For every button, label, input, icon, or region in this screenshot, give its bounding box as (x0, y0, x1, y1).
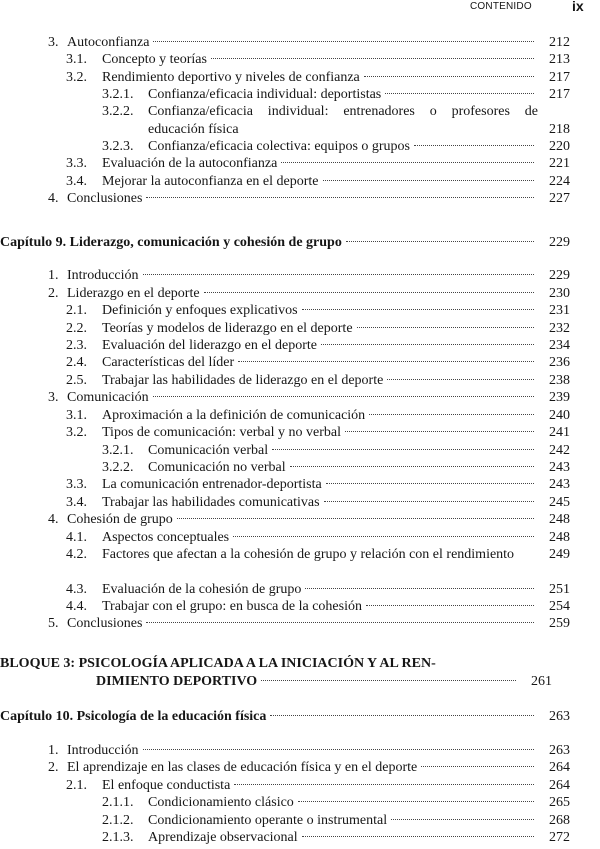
toc-entry-title: Características del líder (102, 355, 235, 370)
toc-entry-page: 221 (549, 156, 570, 171)
toc-entry[interactable] (66, 337, 570, 355)
dot-leader (302, 309, 534, 310)
toc-entry-page: 240 (549, 408, 570, 423)
dot-leader (346, 241, 534, 242)
dot-leader (204, 292, 534, 293)
toc-entry[interactable] (102, 459, 570, 477)
toc-entry[interactable] (66, 173, 570, 191)
toc-chapter-heading[interactable] (0, 708, 570, 726)
toc-entry-title: Autoconfianza (67, 35, 150, 50)
toc-entry-title: Confianza/eficacia individual: entrenadores o profesores de educación física (148, 104, 538, 137)
running-header-page-number: ix (572, 0, 584, 14)
toc-entry-page: 242 (549, 443, 570, 458)
toc-entry-title: El aprendizaje en las clases de educación física y en el deporte (67, 760, 418, 775)
toc-entry-number: 3.2. (66, 70, 87, 85)
toc-entry-title: Teorías y modelos de liderazgo en el deporte (102, 321, 353, 336)
toc-entry-title (0, 655, 520, 691)
toc-entry[interactable] (66, 354, 570, 372)
toc-entry-title: Capítulo 10. Psicología de la educación física (0, 709, 267, 724)
dot-leader (421, 766, 534, 767)
toc-entry-page: 234 (549, 338, 570, 353)
dot-leader (233, 536, 534, 537)
toc-entry-title: Tipos de comunicación: verbal y no verbal (102, 425, 341, 440)
dot-leader (364, 76, 534, 77)
toc-entry-number: 3.2. (66, 425, 87, 440)
toc-entry-title: Confianza/eficacia colectiva: equipos o grupos (148, 139, 411, 154)
toc-entry[interactable] (66, 546, 570, 564)
toc-entry-page: 263 (549, 709, 570, 724)
dot-leader (290, 466, 534, 467)
toc-entry[interactable] (66, 320, 570, 338)
dot-leader (345, 431, 534, 432)
toc-entry-title: Liderazgo en el deporte (67, 286, 200, 301)
toc-entry-number: 3.3. (66, 156, 87, 171)
dot-leader (270, 715, 534, 716)
toc-entry-title: Definición y enfoques explicativos (102, 303, 298, 318)
toc-entry[interactable] (66, 424, 570, 442)
toc-entry-number: 3.1. (66, 408, 87, 423)
dot-leader (146, 197, 534, 198)
toc-entry-title: Evaluación de la cohesión de grupo (102, 582, 302, 597)
toc-entry-number: 2. (48, 286, 59, 301)
toc-entry[interactable] (66, 51, 570, 69)
toc-entry[interactable] (66, 407, 570, 425)
toc-entry-page: 264 (549, 778, 570, 793)
toc-entry[interactable] (66, 494, 570, 512)
dot-leader (366, 605, 534, 606)
toc-entry-number: 3.2.2. (102, 460, 134, 475)
dot-leader (153, 396, 534, 397)
toc-entry-number: 3. (48, 35, 59, 50)
toc-entry-title: Comunicación verbal (148, 443, 269, 458)
toc-entry-page: 232 (549, 321, 570, 336)
toc-entry-title: Condicionamiento clásico (148, 795, 294, 810)
toc-entry-number: 3.3. (66, 477, 87, 492)
toc-entry-title: Evaluación de la autoconfianza (102, 156, 278, 171)
toc-entry-page: 259 (549, 616, 570, 631)
toc-entry-title: Trabajar las habilidades de liderazgo en el deporte (102, 373, 384, 388)
toc-entry-title: Rendimiento deportivo y niveles de confianza (102, 70, 360, 85)
toc-entry[interactable] (66, 476, 570, 494)
toc-entry-number: 1. (48, 743, 59, 758)
dot-leader (234, 784, 534, 785)
dot-leader (324, 501, 534, 502)
toc-entry-title: Aprendizaje observacional (148, 830, 298, 845)
toc-entry-title: Mejorar la autoconfianza en el deporte (102, 174, 319, 189)
toc-part-heading[interactable] (0, 655, 570, 691)
running-header-section: CONTENIDO (470, 1, 532, 12)
toc-entry[interactable] (66, 302, 570, 320)
toc-chapter-heading[interactable] (0, 234, 570, 252)
toc-entry-number: 4.3. (66, 582, 87, 597)
toc-entry[interactable] (102, 829, 570, 847)
toc-entry-page: 261 (531, 674, 552, 689)
toc-part-title-line2: DIMIENTO DEPORTIVO (96, 674, 258, 689)
toc-entry-title: Conclusiones (67, 191, 143, 206)
toc-entry-number: 2.1. (66, 303, 87, 318)
dot-leader (146, 622, 534, 623)
dot-leader (272, 449, 534, 450)
toc-entry-title: Confianza/eficacia individual: deportistas (148, 87, 382, 102)
toc-entry[interactable] (102, 86, 570, 104)
toc-entry-page: 248 (549, 530, 570, 545)
toc-entry-page: 251 (549, 582, 570, 597)
dot-leader (326, 483, 534, 484)
toc-entry-number: 3. (48, 390, 59, 405)
toc-entry-title: Trabajar las habilidades comunicativas (102, 495, 320, 510)
toc-entry-number: 1. (48, 268, 59, 283)
dot-leader (298, 801, 534, 802)
toc-entry-number: 3.1. (66, 52, 87, 67)
toc-entry[interactable] (66, 69, 570, 87)
toc-entry-number: 3.2.2. (102, 104, 134, 119)
toc-entry-title: Comunicación no verbal (148, 460, 286, 475)
toc-entry-title: Aspectos conceptuales (102, 530, 230, 545)
toc-entry-page: 265 (549, 795, 570, 810)
toc-entry-number: 2.5. (66, 373, 87, 388)
toc-entry-number: 3.2.3. (102, 139, 134, 154)
toc-entry-title: La comunicación entrenador-deportista (102, 477, 322, 492)
toc-entry[interactable] (102, 103, 570, 139)
dot-leader (143, 749, 534, 750)
toc-entry-number: 2.4. (66, 355, 87, 370)
toc-entry-page: 231 (549, 303, 570, 318)
dot-leader (143, 274, 534, 275)
toc-entry[interactable] (48, 267, 570, 285)
toc-entry-page: 212 (549, 35, 570, 50)
toc-entry-number: 4.2. (66, 547, 87, 562)
toc-entry-page: 229 (549, 235, 570, 250)
toc-entry-page: 264 (549, 760, 570, 775)
toc-entry-title: Comunicación (67, 390, 149, 405)
toc-entry[interactable] (48, 511, 570, 529)
toc-entry-number: 5. (48, 616, 59, 631)
dot-leader (302, 836, 534, 837)
toc-entry-page: 213 (549, 52, 570, 67)
toc-entry-title: Evaluación del liderazgo en el deporte (102, 338, 317, 353)
toc-entry-number: 3.4. (66, 174, 87, 189)
toc-entry-page: 268 (549, 813, 570, 828)
dot-leader (177, 518, 534, 519)
toc-entry-title: Factores que afectan a la cohesión de grupo y relación con el rendimiento (102, 547, 515, 562)
toc-entry-number: 2. (48, 760, 59, 775)
toc-entry-page: 236 (549, 355, 570, 370)
dot-leader (385, 93, 534, 94)
dot-leader (238, 361, 534, 362)
dot-leader (305, 588, 534, 589)
toc-entry[interactable] (102, 442, 570, 460)
toc-entry-page: 217 (549, 70, 570, 85)
toc-entry-page: 254 (549, 599, 570, 614)
toc-entry-title: Condicionamiento operante o instrumental (148, 813, 388, 828)
toc-entry[interactable] (102, 812, 570, 830)
toc-entry-page: 249 (549, 547, 570, 562)
dot-leader (369, 414, 534, 415)
toc-entry[interactable] (102, 138, 570, 156)
toc-entry-page: 217 (549, 87, 570, 102)
toc-entry-number: 2.1.1. (102, 795, 134, 810)
toc-entry-page: 218 (549, 122, 570, 137)
toc-entry-page: 241 (549, 425, 570, 440)
toc-entry[interactable] (66, 598, 570, 616)
toc-entry[interactable] (48, 34, 570, 52)
toc-entry[interactable] (102, 794, 570, 812)
toc-entry-number: 2.1.3. (102, 830, 134, 845)
toc-entry[interactable] (66, 155, 570, 173)
toc-entry-number: 3.2.1. (102, 87, 134, 102)
toc-entry[interactable] (66, 529, 570, 547)
toc-entry-number: 2.3. (66, 338, 87, 353)
dot-leader (153, 41, 534, 42)
toc-entry-page: 245 (549, 495, 570, 510)
toc-entry-page: 220 (549, 139, 570, 154)
toc-entry-title: Trabajar con el grupo: en busca de la cohesión (102, 599, 362, 614)
toc-entry-page: 272 (549, 830, 570, 845)
toc-entry-title: El enfoque conductista (102, 778, 231, 793)
toc-entry-title: Conclusiones (67, 616, 143, 631)
toc-entry-page: 229 (549, 268, 570, 283)
toc-entry-page: 243 (549, 460, 570, 475)
toc-entry-number: 4. (48, 191, 59, 206)
toc-entry-title: Cohesión de grupo (67, 512, 173, 527)
dot-leader (211, 58, 534, 59)
toc-entry-title: Introducción (67, 268, 139, 283)
dot-leader (261, 680, 516, 681)
toc-entry[interactable] (66, 777, 570, 795)
toc-entry-page: 248 (549, 512, 570, 527)
toc-entry-title: Concepto y teorías (102, 52, 207, 67)
dot-leader (357, 327, 534, 328)
toc-entry-page: 224 (549, 174, 570, 189)
dot-leader (387, 379, 534, 380)
toc-entry-number: 3.4. (66, 495, 87, 510)
toc-entry-number: 2.1.2. (102, 813, 134, 828)
toc-entry-title: Capítulo 9. Liderazgo, comunicación y cohesión de grupo (0, 235, 342, 250)
toc-entry-number: 4.1. (66, 530, 87, 545)
dot-leader (414, 145, 534, 146)
toc-entry-title: Aproximación a la definición de comunicación (102, 408, 366, 423)
toc-entry-page: 263 (549, 743, 570, 758)
dot-leader (323, 180, 534, 181)
toc-entry[interactable] (66, 581, 570, 599)
toc-entry-number: 2.2. (66, 321, 87, 336)
toc-entry[interactable] (48, 285, 570, 303)
toc-entry-number: 4. (48, 512, 59, 527)
dot-leader (321, 344, 534, 345)
toc-entry[interactable] (48, 389, 570, 407)
toc-entry-number: 3.2.1. (102, 443, 134, 458)
toc-entry-number: 2.1. (66, 778, 87, 793)
toc-entry[interactable] (48, 615, 570, 633)
toc-entry-page: 239 (549, 390, 570, 405)
toc-entry[interactable] (48, 759, 570, 777)
toc-entry-number: 4.4. (66, 599, 87, 614)
toc-entry[interactable] (48, 190, 570, 208)
toc-entry[interactable] (66, 372, 570, 390)
toc-entry[interactable] (48, 742, 570, 760)
toc-entry-page: 227 (549, 191, 570, 206)
toc-entry-page: 243 (549, 477, 570, 492)
dot-leader (281, 162, 534, 163)
toc-part-title-line1: BLOQUE 3: PSICOLOGÍA APLICADA A LA INICIACIÓN Y AL REN- (0, 656, 436, 671)
toc-entry-title: Introducción (67, 743, 139, 758)
toc-entry-page: 238 (549, 373, 570, 388)
dot-leader (391, 819, 534, 820)
toc-entry-page: 230 (549, 286, 570, 301)
